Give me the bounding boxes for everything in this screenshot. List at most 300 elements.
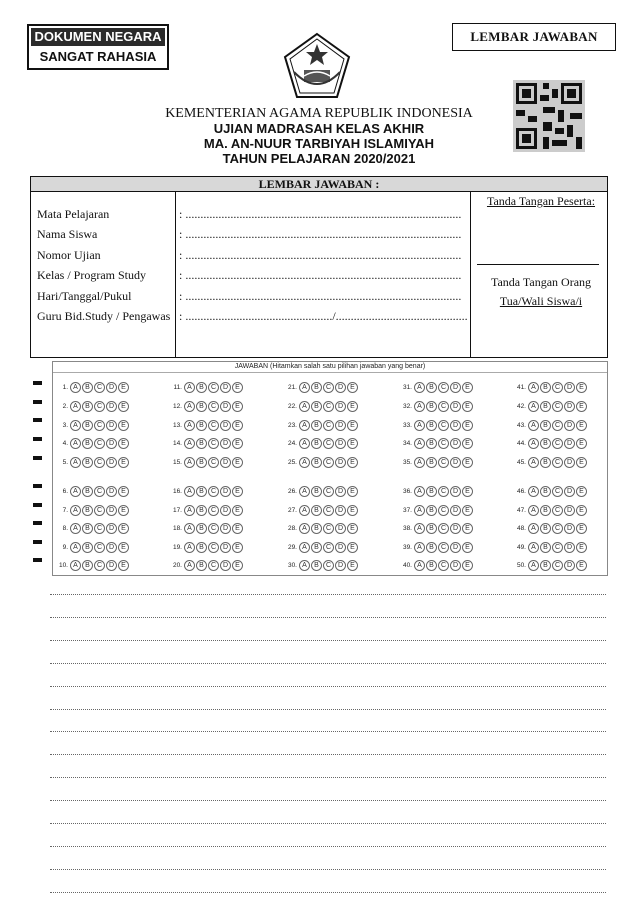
answer-bubble-b[interactable]: B (540, 523, 551, 534)
answer-bubble-a[interactable]: A (299, 523, 310, 534)
writing-line[interactable] (50, 731, 606, 732)
answer-bubble-c[interactable]: C (94, 505, 105, 516)
answer-bubble-c[interactable]: C (552, 523, 563, 534)
answer-bubble-b[interactable]: B (426, 382, 437, 393)
answer-bubble-d[interactable]: D (335, 457, 346, 468)
answer-bubble-d[interactable]: D (335, 486, 346, 497)
answer-bubble-c[interactable]: C (94, 560, 105, 571)
answer-bubble-a[interactable]: A (299, 486, 310, 497)
answer-bubble-a[interactable]: A (414, 486, 425, 497)
answer-row (511, 558, 588, 572)
answer-bubble-c[interactable]: C (438, 420, 449, 431)
answer-bubble-e[interactable]: E (232, 560, 243, 571)
answer-bubble-a[interactable]: A (70, 420, 81, 431)
answer-bubble-e[interactable]: E (347, 542, 358, 553)
answer-bubble-c[interactable]: C (323, 382, 334, 393)
field-label-class: Kelas / Program Study (37, 268, 146, 282)
answer-bubble-d[interactable]: D (220, 486, 231, 497)
answer-bubble-b[interactable]: B (82, 420, 93, 431)
answer-bubble-d[interactable]: D (220, 438, 231, 449)
answer-bubble-c[interactable]: C (208, 420, 219, 431)
writing-line[interactable] (50, 892, 606, 893)
writing-line[interactable] (50, 800, 606, 801)
answer-bubble-c[interactable]: C (552, 457, 563, 468)
answer-bubble-a[interactable]: A (299, 438, 310, 449)
answer-bubble-d[interactable]: D (450, 560, 461, 571)
answer-bubble-d[interactable]: D (450, 401, 461, 412)
answer-bubble-d[interactable]: D (564, 505, 575, 516)
answer-bubble-c[interactable]: C (552, 401, 563, 412)
writing-line[interactable] (50, 846, 606, 847)
answer-bubble-d[interactable]: D (220, 523, 231, 534)
answer-bubble-e[interactable]: E (576, 401, 587, 412)
field-subject[interactable]: : ............................................................................................ (179, 207, 462, 221)
writing-line[interactable] (50, 640, 606, 641)
answer-bubble-a[interactable]: A (528, 486, 539, 497)
answer-bubble-d[interactable]: D (450, 438, 461, 449)
answer-bubble-e[interactable]: E (118, 457, 129, 468)
answer-bubble-a[interactable]: A (414, 438, 425, 449)
answer-bubble-c[interactable]: C (323, 438, 334, 449)
answer-bubble-a[interactable]: A (299, 382, 310, 393)
answer-bubble-a[interactable]: A (528, 505, 539, 516)
answer-bubble-e[interactable]: E (118, 382, 129, 393)
answer-bubble-a[interactable]: A (299, 401, 310, 412)
answer-bubble-b[interactable]: B (540, 401, 551, 412)
question-number: 17. (172, 506, 182, 514)
answer-bubble-a[interactable]: A (528, 457, 539, 468)
field-teacher[interactable]: : ................................................./............................................ (179, 309, 468, 323)
answer-bubble-e[interactable]: E (576, 560, 587, 571)
answer-bubble-d[interactable]: D (564, 420, 575, 431)
answer-bubble-b[interactable]: B (540, 505, 551, 516)
answer-bubble-c[interactable]: C (552, 505, 563, 516)
answer-bubble-d[interactable]: D (106, 523, 117, 534)
answer-bubble-a[interactable]: A (184, 523, 195, 534)
answer-bubble-e[interactable]: E (347, 438, 358, 449)
field-exam-number[interactable]: : ............................................................................................ (179, 248, 462, 262)
answer-bubble-c[interactable]: C (552, 438, 563, 449)
answer-bubble-e[interactable]: E (118, 542, 129, 553)
answer-bubble-e[interactable]: E (462, 457, 473, 468)
answer-bubble-a[interactable]: A (70, 505, 81, 516)
answer-bubble-c[interactable]: C (323, 542, 334, 553)
answer-bubble-b[interactable]: B (196, 523, 207, 534)
answer-bubble-a[interactable]: A (299, 505, 310, 516)
answer-bubble-e[interactable]: E (232, 438, 243, 449)
answer-bubble-e[interactable]: E (462, 505, 473, 516)
answer-bubble-e[interactable]: E (232, 486, 243, 497)
writing-line[interactable] (50, 617, 606, 618)
answer-bubble-a[interactable]: A (528, 560, 539, 571)
answer-bubble-c[interactable]: C (552, 486, 563, 497)
question-number: 6. (62, 487, 68, 495)
answer-bubble-b[interactable]: B (540, 486, 551, 497)
answer-bubble-d[interactable]: D (450, 505, 461, 516)
answer-bubble-b[interactable]: B (311, 438, 322, 449)
answer-bubble-b[interactable]: B (196, 457, 207, 468)
answer-bubble-d[interactable]: D (450, 382, 461, 393)
writing-line[interactable] (50, 686, 606, 687)
writing-line[interactable] (50, 754, 606, 755)
answer-bubble-b[interactable]: B (196, 438, 207, 449)
answer-bubble-e[interactable]: E (576, 486, 587, 497)
answer-bubble-e[interactable]: E (232, 505, 243, 516)
answer-bubble-b[interactable]: B (540, 382, 551, 393)
answer-bubble-b[interactable]: B (82, 542, 93, 553)
answer-bubble-b[interactable]: B (540, 560, 551, 571)
answer-bubble-e[interactable]: E (232, 457, 243, 468)
answer-bubble-c[interactable]: C (94, 523, 105, 534)
answer-bubble-d[interactable]: D (335, 420, 346, 431)
answer-bubble-a[interactable]: A (184, 486, 195, 497)
answer-bubble-d[interactable]: D (450, 542, 461, 553)
answer-bubble-e[interactable]: E (347, 505, 358, 516)
answer-bubble-c[interactable]: C (208, 486, 219, 497)
answer-bubble-e[interactable]: E (232, 382, 243, 393)
answer-bubble-d[interactable]: D (106, 438, 117, 449)
answer-row (53, 380, 130, 394)
question-number: 41. (516, 383, 526, 391)
question-number: 40. (402, 561, 412, 569)
field-date[interactable]: : ............................................................................................ (179, 289, 462, 303)
answer-bubble-c[interactable]: C (94, 420, 105, 431)
writing-line[interactable] (50, 777, 606, 778)
answer-bubble-d[interactable]: D (450, 523, 461, 534)
question-number: 36. (402, 487, 412, 495)
answer-bubble-c[interactable]: C (552, 382, 563, 393)
answer-bubble-b[interactable]: B (540, 420, 551, 431)
answer-bubble-d[interactable]: D (564, 523, 575, 534)
answer-bubble-b[interactable]: B (82, 401, 93, 412)
answer-bubble-b[interactable]: B (426, 486, 437, 497)
answer-bubble-e[interactable]: E (576, 505, 587, 516)
question-number: 50. (516, 561, 526, 569)
answer-bubble-a[interactable]: A (70, 382, 81, 393)
answer-bubble-c[interactable]: C (323, 486, 334, 497)
answer-bubble-a[interactable]: A (414, 401, 425, 412)
answer-bubble-b[interactable]: B (196, 401, 207, 412)
answer-bubble-d[interactable]: D (335, 542, 346, 553)
answer-bubble-b[interactable]: B (311, 457, 322, 468)
answer-bubble-b[interactable]: B (82, 523, 93, 534)
answer-bubble-b[interactable]: B (426, 457, 437, 468)
answer-bubble-b[interactable]: B (426, 438, 437, 449)
answer-bubble-b[interactable]: B (196, 505, 207, 516)
answer-bubble-b[interactable]: B (426, 560, 437, 571)
answer-bubble-a[interactable]: A (528, 542, 539, 553)
answer-bubble-a[interactable]: A (414, 523, 425, 534)
answer-bubble-e[interactable]: E (462, 486, 473, 497)
answer-bubble-d[interactable]: D (564, 457, 575, 468)
answer-bubble-e[interactable]: E (347, 457, 358, 468)
answer-bubble-c[interactable]: C (323, 420, 334, 431)
answer-bubble-d[interactable]: D (564, 401, 575, 412)
answer-bubble-e[interactable]: E (462, 420, 473, 431)
answer-bubble-b[interactable]: B (82, 438, 93, 449)
answer-bubble-a[interactable]: A (414, 542, 425, 553)
answer-bubble-b[interactable]: B (426, 420, 437, 431)
answer-bubble-d[interactable]: D (335, 401, 346, 412)
answer-bubble-b[interactable]: B (196, 542, 207, 553)
answer-bubble-e[interactable]: E (576, 542, 587, 553)
field-name[interactable]: : ............................................................................................ (179, 227, 462, 241)
answer-bubble-c[interactable]: C (438, 486, 449, 497)
answer-bubble-c[interactable]: C (208, 382, 219, 393)
answer-bubble-a[interactable]: A (184, 560, 195, 571)
answer-bubble-d[interactable]: D (220, 560, 231, 571)
answer-bubble-e[interactable]: E (118, 401, 129, 412)
answer-row (167, 380, 244, 394)
answer-row (167, 399, 244, 413)
question-number: 9. (62, 543, 68, 551)
field-class[interactable]: : ............................................................................................ (179, 268, 462, 282)
answer-bubble-a[interactable]: A (184, 542, 195, 553)
answer-bubble-e[interactable]: E (347, 401, 358, 412)
answer-bubble-b[interactable]: B (311, 542, 322, 553)
answer-bubble-a[interactable]: A (70, 486, 81, 497)
question-number: 47. (516, 506, 526, 514)
answer-bubble-c[interactable]: C (438, 438, 449, 449)
answer-bubble-d[interactable]: D (335, 438, 346, 449)
answer-bubble-d[interactable]: D (220, 382, 231, 393)
answer-bubble-d[interactable]: D (564, 560, 575, 571)
answer-bubble-a[interactable]: A (184, 457, 195, 468)
answer-bubble-e[interactable]: E (118, 523, 129, 534)
writing-line[interactable] (50, 869, 606, 870)
answer-bubble-e[interactable]: E (576, 438, 587, 449)
answer-bubble-a[interactable]: A (184, 382, 195, 393)
answer-bubble-e[interactable]: E (232, 401, 243, 412)
answer-bubble-e[interactable]: E (462, 401, 473, 412)
answer-bubble-a[interactable]: A (70, 438, 81, 449)
answer-bubble-b[interactable]: B (311, 560, 322, 571)
answer-bubble-e[interactable]: E (347, 523, 358, 534)
answer-bubble-c[interactable]: C (438, 457, 449, 468)
answer-bubble-c[interactable]: C (94, 438, 105, 449)
answer-bubble-d[interactable]: D (220, 542, 231, 553)
writing-line[interactable] (50, 709, 606, 710)
answer-bubble-a[interactable]: A (414, 457, 425, 468)
answer-bubble-a[interactable]: A (414, 560, 425, 571)
answer-bubble-e[interactable]: E (232, 542, 243, 553)
answer-bubble-b[interactable]: B (82, 486, 93, 497)
answer-bubble-b[interactable]: B (426, 401, 437, 412)
answer-bubble-c[interactable]: C (438, 505, 449, 516)
answer-bubble-c[interactable]: C (323, 523, 334, 534)
answer-bubble-c[interactable]: C (323, 457, 334, 468)
answer-bubble-d[interactable]: D (564, 486, 575, 497)
answer-bubble-e[interactable]: E (232, 523, 243, 534)
answer-bubble-c[interactable]: C (323, 505, 334, 516)
timing-mark (33, 558, 42, 562)
answer-bubble-d[interactable]: D (106, 542, 117, 553)
answer-bubble-c[interactable]: C (208, 560, 219, 571)
answer-row (282, 521, 359, 535)
answer-bubble-a[interactable]: A (70, 401, 81, 412)
answer-bubble-d[interactable]: D (335, 505, 346, 516)
writing-line[interactable] (50, 823, 606, 824)
answer-bubble-c[interactable]: C (94, 382, 105, 393)
writing-line[interactable] (50, 663, 606, 664)
answer-bubble-c[interactable]: C (438, 560, 449, 571)
answer-bubble-b[interactable]: B (82, 457, 93, 468)
answer-bubble-c[interactable]: C (552, 420, 563, 431)
answer-bubble-d[interactable]: D (106, 457, 117, 468)
answer-bubble-a[interactable]: A (184, 401, 195, 412)
answer-bubble-d[interactable]: D (106, 382, 117, 393)
field-label-exam-number: Nomor Ujian (37, 248, 101, 262)
answer-bubble-c[interactable]: C (208, 523, 219, 534)
answer-bubble-a[interactable]: A (184, 438, 195, 449)
answer-bubble-a[interactable]: A (414, 382, 425, 393)
answer-bubble-a[interactable]: A (528, 382, 539, 393)
answer-row (511, 503, 588, 517)
answer-bubble-b[interactable]: B (196, 486, 207, 497)
answer-bubble-b[interactable]: B (311, 523, 322, 534)
answer-bubble-b[interactable]: B (82, 505, 93, 516)
answer-bubble-e[interactable]: E (576, 420, 587, 431)
answer-bubble-d[interactable]: D (335, 382, 346, 393)
answer-bubble-b[interactable]: B (196, 382, 207, 393)
answer-bubble-e[interactable]: E (347, 560, 358, 571)
answer-bubble-a[interactable]: A (299, 420, 310, 431)
column-divider (470, 192, 471, 357)
answer-bubble-e[interactable]: E (118, 486, 129, 497)
answer-bubble-c[interactable]: C (208, 401, 219, 412)
answer-bubble-d[interactable]: D (450, 420, 461, 431)
answer-bubble-e[interactable]: E (118, 505, 129, 516)
answer-bubble-b[interactable]: B (311, 505, 322, 516)
answer-bubble-a[interactable]: A (184, 420, 195, 431)
question-number: 2. (62, 402, 68, 410)
answer-bubble-c[interactable]: C (438, 523, 449, 534)
ministry-name: KEMENTERIAN AGAMA REPUBLIK INDONESIA (165, 106, 473, 121)
answer-bubble-e[interactable]: E (576, 523, 587, 534)
answer-bubble-b[interactable]: B (426, 505, 437, 516)
answer-bubble-d[interactable]: D (220, 505, 231, 516)
parent-signature-label-2: Tua/Wali Siswa/i (499, 294, 583, 308)
answer-bubble-d[interactable]: D (450, 486, 461, 497)
answer-row (282, 436, 359, 450)
answer-bubble-d[interactable]: D (106, 486, 117, 497)
answer-bubble-a[interactable]: A (414, 505, 425, 516)
question-number: 27. (287, 506, 297, 514)
answer-bubble-d[interactable]: D (450, 457, 461, 468)
answer-bubble-e[interactable]: E (462, 438, 473, 449)
answer-bubble-d[interactable]: D (564, 438, 575, 449)
answer-bubble-a[interactable]: A (414, 420, 425, 431)
answer-bubble-d[interactable]: D (220, 457, 231, 468)
answer-bubble-d[interactable]: D (106, 560, 117, 571)
answer-bubble-c[interactable]: C (94, 401, 105, 412)
answer-bubble-a[interactable]: A (70, 542, 81, 553)
answer-bubble-a[interactable]: A (528, 401, 539, 412)
answer-bubble-d[interactable]: D (220, 420, 231, 431)
question-number: 45. (516, 458, 526, 466)
answer-bubble-e[interactable]: E (462, 523, 473, 534)
answer-bubble-d[interactable]: D (106, 505, 117, 516)
answer-bubble-b[interactable]: B (311, 401, 322, 412)
answer-bubble-c[interactable]: C (94, 486, 105, 497)
question-number: 32. (402, 402, 412, 410)
answer-bubble-a[interactable]: A (299, 457, 310, 468)
answer-bubble-e[interactable]: E (347, 382, 358, 393)
answer-bubble-e[interactable]: E (347, 420, 358, 431)
answer-bubble-b[interactable]: B (426, 523, 437, 534)
answer-bubble-a[interactable]: A (70, 523, 81, 534)
answer-bubble-e[interactable]: E (462, 560, 473, 571)
answer-bubble-c[interactable]: C (94, 457, 105, 468)
answer-bubble-c[interactable]: C (208, 438, 219, 449)
answer-bubble-c[interactable]: C (208, 505, 219, 516)
question-number: 28. (287, 524, 297, 532)
answer-bubble-b[interactable]: B (311, 382, 322, 393)
answer-bubble-c[interactable]: C (323, 560, 334, 571)
answer-bubble-a[interactable]: A (528, 523, 539, 534)
answer-bubble-e[interactable]: E (347, 486, 358, 497)
answer-bubble-b[interactable]: B (82, 560, 93, 571)
answer-bubble-b[interactable]: B (311, 486, 322, 497)
answer-bubble-e[interactable]: E (118, 420, 129, 431)
answer-bubble-d[interactable]: D (564, 382, 575, 393)
answer-bubble-c[interactable]: C (438, 382, 449, 393)
info-table-title: LEMBAR JAWABAN : (31, 177, 607, 192)
answer-bubble-c[interactable]: C (438, 401, 449, 412)
answer-bubble-a[interactable]: A (299, 542, 310, 553)
answer-bubble-e[interactable]: E (462, 542, 473, 553)
answer-bubble-c[interactable]: C (323, 401, 334, 412)
answer-bubble-a[interactable]: A (70, 457, 81, 468)
answer-bubble-d[interactable]: D (335, 523, 346, 534)
answer-bubble-b[interactable]: B (196, 560, 207, 571)
answer-bubble-c[interactable]: C (438, 542, 449, 553)
answer-row (53, 418, 130, 432)
answer-bubble-a[interactable]: A (184, 505, 195, 516)
answer-bubble-b[interactable]: B (540, 438, 551, 449)
answer-bubble-d[interactable]: D (564, 542, 575, 553)
answer-bubble-b[interactable]: B (311, 420, 322, 431)
answer-bubble-b[interactable]: B (426, 542, 437, 553)
answer-bubble-d[interactable]: D (106, 401, 117, 412)
answer-bubble-b[interactable]: B (82, 382, 93, 393)
answer-bubble-e[interactable]: E (462, 382, 473, 393)
answer-bubble-e[interactable]: E (118, 438, 129, 449)
answer-bubble-d[interactable]: D (106, 420, 117, 431)
answer-bubble-a[interactable]: A (528, 420, 539, 431)
answer-row (397, 418, 474, 432)
answer-bubble-a[interactable]: A (528, 438, 539, 449)
answer-bubble-c[interactable]: C (552, 560, 563, 571)
answer-bubble-a[interactable]: A (299, 560, 310, 571)
answer-bubble-c[interactable]: C (94, 542, 105, 553)
answer-bubble-e[interactable]: E (232, 420, 243, 431)
answer-bubble-b[interactable]: B (540, 457, 551, 468)
answer-bubble-e[interactable]: E (576, 382, 587, 393)
answer-bubble-c[interactable]: C (208, 457, 219, 468)
answer-bubble-d[interactable]: D (335, 560, 346, 571)
answer-bubble-e[interactable]: E (118, 560, 129, 571)
answer-bubble-d[interactable]: D (220, 401, 231, 412)
answer-bubble-b[interactable]: B (196, 420, 207, 431)
answer-bubble-c[interactable]: C (552, 542, 563, 553)
answer-bubble-a[interactable]: A (70, 560, 81, 571)
writing-line[interactable] (50, 594, 606, 595)
answer-bubble-c[interactable]: C (208, 542, 219, 553)
answer-bubble-e[interactable]: E (576, 457, 587, 468)
answer-bubble-b[interactable]: B (540, 542, 551, 553)
question-number: 25. (287, 458, 297, 466)
